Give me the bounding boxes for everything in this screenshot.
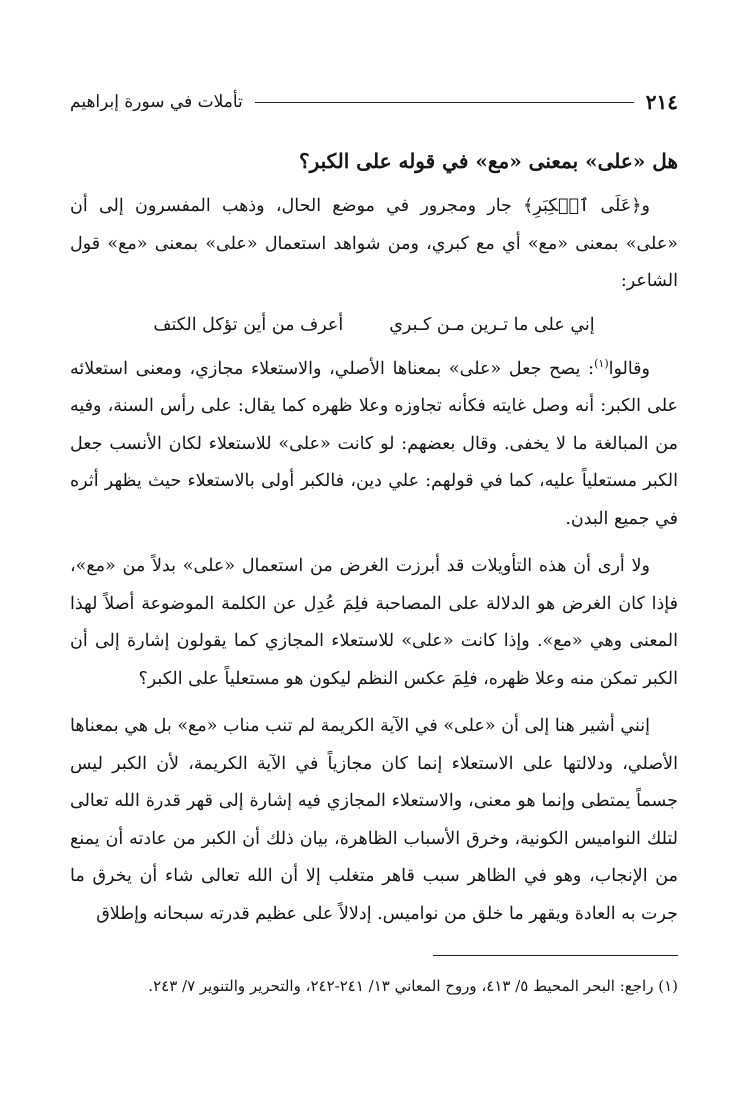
verse-first-hemistich: إني على ما تـرين مـن كـبري — [389, 314, 595, 335]
paragraph-3: ولا أرى أن هذه التأويلات قد أبرزت الغرض من استعمال «على» بدلاً من «مع»، فإذا كان الغرض هو الدلالة على المصاحبة فلِمَ عُدِل عن الكلمة الموضوعة أصلاً لهذا المعنى وهي «مع». وإذا كانت «على» للاستعلاء المجازي كما يقولون إشارة إلى أن الكبر تمكن منه وعلا ظهره، فلِمَ عكس النظم ليكون هو مستعلياً على الكبر؟ — [70, 556, 678, 689]
page-number: ٢١٤ — [645, 90, 678, 114]
paragraph-2 — [70, 351, 678, 539]
section-heading: هل «على» بمعنى «مع» في قوله على الكبر؟ — [298, 149, 678, 173]
footnote-rule — [433, 955, 678, 956]
paragraph-2-start: وقالوا — [608, 358, 650, 379]
running-header — [70, 86, 678, 118]
page-body — [70, 140, 678, 933]
poetry-verse — [70, 305, 678, 345]
book-title: تأملات في سورة إبراهيم — [70, 92, 243, 112]
header-rule — [255, 102, 634, 103]
paragraph-2-rest: : يصح جعل «على» بمعناها الأصلي، والاستعلاء مجازي، ومعنى استعلائه على الكبر: أنه وصل غايته فكأنه تجاوزه وعلا ظهره كما يقال: على رأس السنة، وفيه من المبالغة ما لا يخفى. وقال بعضهم: لو كانت «على» للاستعلاء لكان الأنسب جعل الكبر مستعلياً عليه، كما في قولهم: علي دين، فالكبر أولى بالاستعلاء حيث يظهر أثره في جميع البدن. — [70, 358, 678, 529]
footnote-reference: (١) — [594, 356, 609, 370]
paragraph-1: و﴿عَلَى ٱلۡكِبَرِ﴾ جار ومجرور في موضع الحال، وذهب المفسرون إلى أن «على» بمعنى «مع» أي مع كبري، ومن شواهد استعمال «على» بمعنى «مع» قول الشاعر: — [70, 196, 678, 291]
verse-second-hemistich: أعرف من أين تؤكل الكتف — [153, 314, 344, 335]
book-page — [70, 0, 678, 1105]
paragraph-4: إنني أشير هنا إلى أن «على» في الآية الكريمة لم تنب مناب «مع» بل هي بمعناها الأصلي، ودلالتها على الاستعلاء إنما كان مجازياً في الآية الكريمة، لأن الكبر ليس جسماً يمتطى وإنما هو معنى، والاستعلاء المجازي فيه إشارة إلى قهر قدرة الله تعالى لتلك النواميس الكونية، وخرق الأسباب الظاهرة، بيان ذلك أن الكبر من عادته أن يمنع من الإنجاب، وهو في الظاهر سبب قاهر متغلب إلا أن الله تعالى شاء أن يخرق ما جرت به العادة ويقهر ما خلق من نواميس. إدلالاً على عظيم قدرته سبحانه وإطلاق — [70, 716, 678, 924]
footnote: (١) راجع: البحر المحيط ٥/ ٤١٣، وروح المعاني ١٣/ ٢٤١-٢٤٢، والتحرير والتنوير ٧/ ٢٤٣. — [148, 977, 678, 995]
